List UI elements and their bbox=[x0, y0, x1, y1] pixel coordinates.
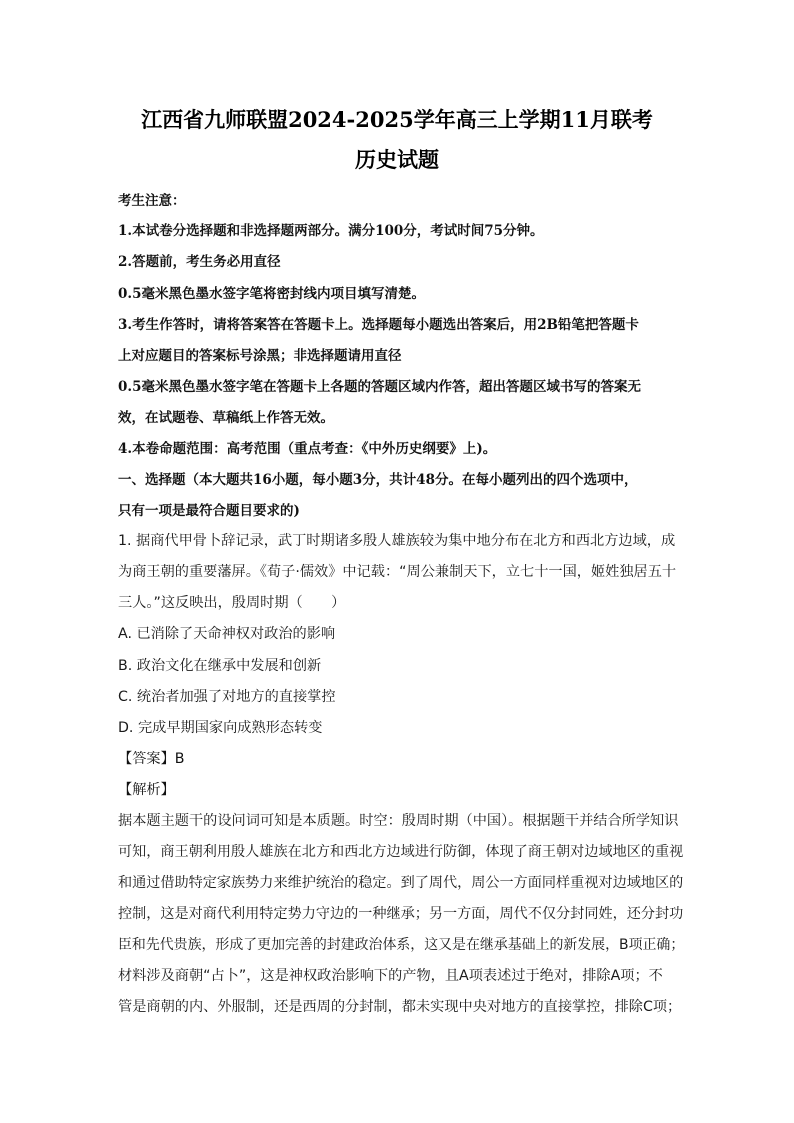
notice-line: 0.5毫米黑色墨水签字笔在答题卡上各题的答题区域内作答，超出答题区域书写的答案无 bbox=[118, 379, 641, 395]
section-heading: 一、选择题（本大题共16小题，每小题3分，共计48分。在每小题列出的四个选项中， bbox=[118, 472, 638, 488]
answer-label: 【答案】B bbox=[118, 751, 185, 767]
question-stem-line: 三人。”这反映出，殷周时期（ ） bbox=[118, 595, 346, 611]
notice-line: 2.答题前，考生务必用直径 bbox=[118, 254, 281, 270]
analysis-heading: 【解析】 bbox=[118, 782, 175, 798]
notice-line: 4.本卷命题范围：高考范围（重点考查：《中外历史纲要》上)。 bbox=[118, 441, 497, 457]
notice-line: 效，在试题卷、草稿纸上作答无效。 bbox=[118, 410, 334, 426]
analysis-line: 和通过借助特定家族势力来维护统治的稳定。到了周代，周公一方面同样重视对边域地区的 bbox=[118, 875, 684, 891]
analysis-line: 管是商朝的内、外服制，还是西周的分封制，都未实现中央对地方的直接掌控，排除C项； bbox=[118, 999, 682, 1015]
question-stem-line: 1. 据商代甲骨卜辞记录，武丁时期诸多殷人雄族较为集中地分布在北方和西北方边域，成 bbox=[118, 533, 676, 549]
option-c: C. 统治者加强了对地方的直接掌控 bbox=[118, 689, 336, 705]
notice-line: 上对应题目的答案标号涂黑；非选择题请用直径 bbox=[118, 348, 402, 364]
analysis-line: 控制，这是对商代利用特定势力守边的一种继承；另一方面，周代不仅分封同姓，还分封功 bbox=[118, 906, 684, 922]
exam-title: 江西省九师联盟2024-2025学年高三上学期11月联考 bbox=[141, 107, 653, 132]
analysis-line: 据本题主题干的设问词可知是本质题。时空：殷周时期（中国）。根据题干并结合所学知识 bbox=[118, 813, 679, 829]
option-a: A. 已消除了天命神权对政治的影响 bbox=[118, 626, 336, 642]
option-b: B. 政治文化在继承中发展和创新 bbox=[118, 658, 322, 674]
analysis-line: 臣和先代贵族，形成了更加完善的封建政治体系，这又是在继承基础上的新发展，B项正确； bbox=[118, 937, 685, 953]
option-d: D. 完成早期国家向成熟形态转变 bbox=[118, 720, 323, 736]
notice-line: 3.考生作答时，请将答案答在答题卡上。选择题每小题选出答案后，用2B铅笔把答题卡 bbox=[118, 317, 639, 333]
section-heading-cont: 只有一项是最符合题目要求的) bbox=[118, 503, 300, 519]
analysis-line: 材料涉及商朝“占卜”，这是神权政治影响下的产物，且A项表述过于绝对，排除A项；不 bbox=[118, 968, 663, 984]
exam-subtitle: 历史试题 bbox=[355, 147, 439, 172]
notice-line: 0.5毫米黑色墨水签字笔将密封线内项目填写清楚。 bbox=[118, 286, 425, 302]
analysis-line: 可知，商王朝利用殷人雄族在北方和西北方边域进行防御，体现了商王朝对边域地区的重视 bbox=[118, 844, 684, 860]
question-stem-line: 为商王朝的重要藩屏。《荀子·儒效》中记载：“周公兼制天下，立七十一国，姬姓独居五十 bbox=[118, 564, 677, 580]
notice-line: 1.本试卷分选择题和非选择题两部分。满分100分，考试时间75分钟。 bbox=[118, 223, 544, 239]
notice-heading: 考生注意： bbox=[118, 193, 186, 209]
